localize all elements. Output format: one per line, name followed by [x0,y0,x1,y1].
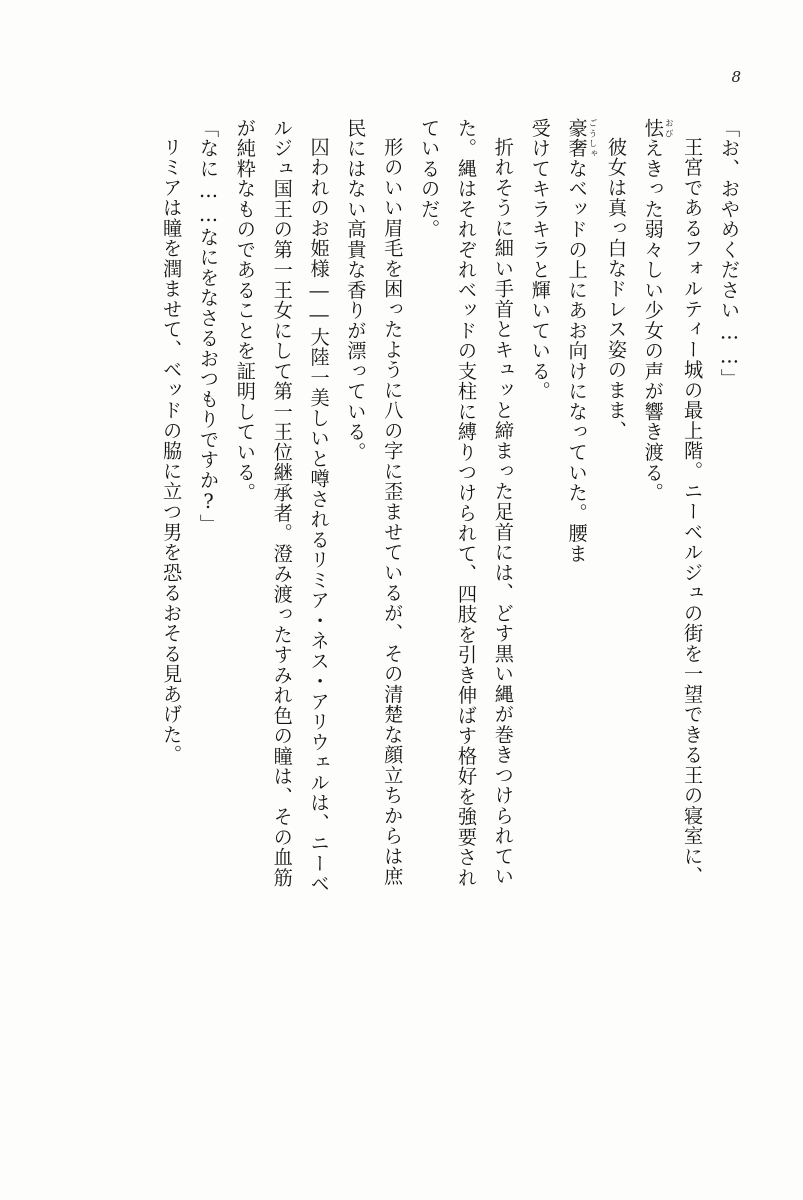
paragraph: 「お、おやめください……」 [718,118,741,389]
paragraph: 彼女は真っ白なドレス姿のまま、 [604,137,628,442]
paragraph-text: なベッドの上にあお向けになっていた。腰ま [565,158,589,564]
vertical-text-body [60,118,747,1140]
paragraph-text: えきった弱々しい少女の声が響き渡る。 [641,138,665,503]
paragraph: が純粋なものであることを証明している。 [233,118,257,503]
paragraph-with-ruby [634,118,673,1140]
paragraph-with-ruby [558,118,597,1140]
page-number: 8 [731,68,741,86]
paragraph: 王宮であるフォルティー城の最上階。ニーベルジュの街を一望できる王の寝室に、 [681,137,705,887]
paragraph: 民にはない高貴な香りが漂っている。 [344,118,368,463]
paragraph: 「なに……なにをなさるおつもりですか?」 [196,118,220,535]
paragraph: ルジュ国王の第一王女にして第一王位継承者。澄み渡ったすみれ色の瞳は、その血筋 [270,118,294,888]
paragraph: 受けてキラキラと輝いている。 [528,118,552,402]
paragraph: ているのだ。 [418,118,442,240]
paragraph: リミアは瞳を潤ませて、ベッドの脇に立つ男を恐るおそる見あげた。 [160,137,184,766]
paragraph: 折れそうに細い手首とキュッと締まった足首には、どす黒い縄が巻きつけられてい [491,137,515,887]
ruby-annotation: 怯おび [641,118,674,139]
furigana: ごうしゃ [587,118,598,159]
furigana: おび [663,118,674,139]
paragraph: 囚われのお姫様――大陸一美しいと噂されるリミア・ネス・アリウェルは、ニーベ [307,137,331,895]
ruby-annotation: 豪奢ごうしゃ [565,118,598,159]
paragraph: た。縄はそれぞれベッドの支柱に縛りつけられて、四肢を引き伸ばす格好を強要され [454,118,478,888]
paragraph: 形のいい眉毛を困ったように八の字に歪ませているが、その清楚な顔立ちからは庶 [381,137,405,887]
